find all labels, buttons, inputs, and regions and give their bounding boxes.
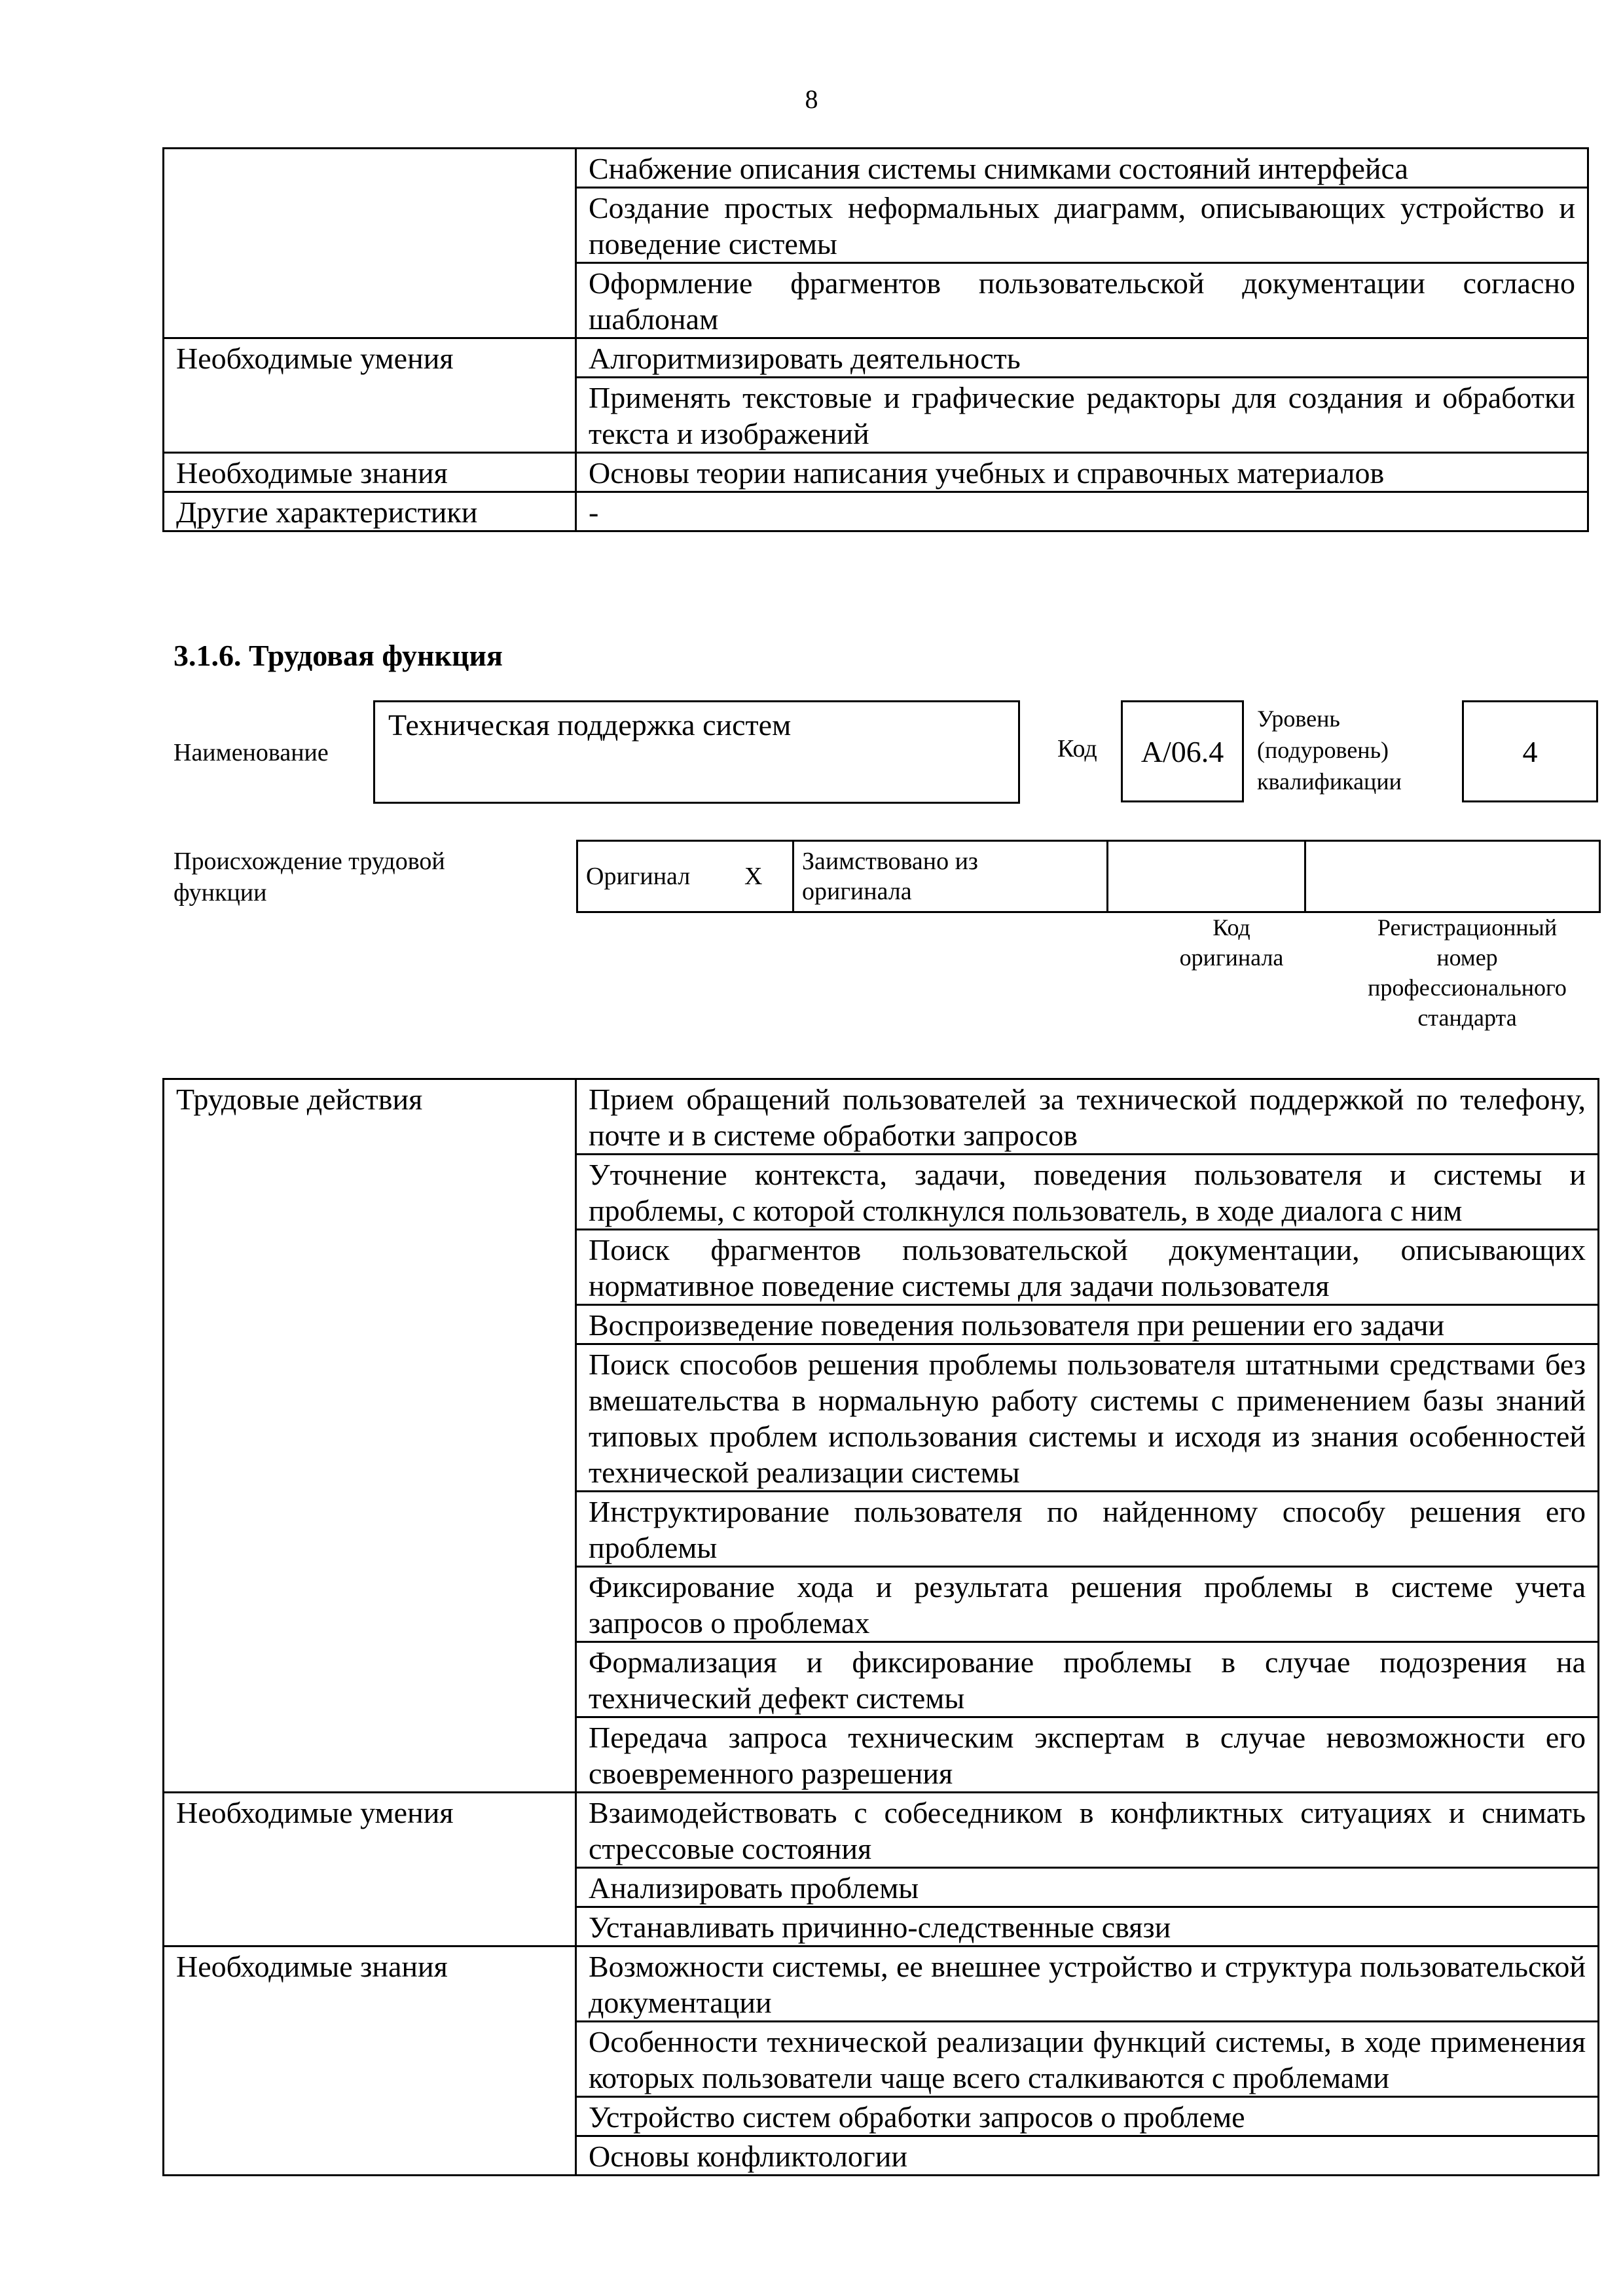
code-label: Код	[1057, 735, 1097, 762]
row-item: -	[576, 492, 1588, 531]
row-label: Трудовые действия	[164, 1079, 576, 1793]
table-row	[164, 453, 1588, 492]
section-title: 3.1.6. Трудовая функция	[173, 639, 503, 672]
row-item: Основы конфликтологии	[576, 2136, 1599, 2176]
origin-borrowed-cell	[793, 841, 1108, 912]
row-label: Другие характеристики	[164, 492, 576, 531]
reg-number-caption	[1336, 912, 1599, 1033]
table-row	[164, 338, 1588, 378]
row-item: Инструктирование пользователя по найденному способу решения его проблемы	[576, 1492, 1599, 1567]
origin-code-caption	[1139, 912, 1324, 973]
row-label: Необходимые знания	[164, 453, 576, 492]
row-label	[164, 149, 576, 338]
row-item: Возможности системы, ее внешнее устройство и структура пользовательской документации	[576, 1946, 1599, 2022]
level-label-line: квалификации	[1257, 768, 1402, 795]
origin-borrowed-line: оригинала	[802, 878, 912, 905]
origin-mark-cell: X	[715, 841, 793, 912]
row-item: Фиксирование хода и результата решения проблемы в системе учета запросов о проблемах	[576, 1567, 1599, 1642]
name-label: Наименование	[173, 739, 329, 766]
row-label: Необходимые умения	[164, 1793, 576, 1946]
origin-code-cell	[1108, 841, 1305, 912]
row-item: Формализация и фиксирование проблемы в случае подозрения на технический дефект системы	[576, 1642, 1599, 1717]
row-label: Необходимые знания	[164, 1946, 576, 2176]
row-item: Взаимодействовать с собеседником в конфликтных ситуациях и снимать стрессовые состояния	[576, 1793, 1599, 1868]
row-item: Применять текстовые и графические редакторы для создания и обработки текста и изображений	[576, 378, 1588, 453]
table-row	[164, 492, 1588, 531]
row-label: Необходимые умения	[164, 338, 576, 453]
caption-line: Регистрационный	[1377, 914, 1558, 941]
function-name-box: Техническая поддержка систем	[373, 700, 1020, 804]
level-value-box: 4	[1462, 700, 1598, 802]
table-labor-function-details	[162, 1078, 1599, 2176]
table-row	[164, 149, 1588, 188]
page-number: 8	[805, 84, 818, 114]
row-item: Алгоритмизировать деятельность	[576, 338, 1588, 378]
row-item: Поиск способов решения проблемы пользователя штатными средствами без вмешательства в нормальную работу системы с применением базы знаний типовых проблем использования системы и исходя из знания особенностей технической реализации системы	[576, 1344, 1599, 1492]
origin-borrowed-line: Заимствовано из	[802, 848, 978, 875]
level-label-line: Уровень	[1257, 706, 1340, 732]
level-label	[1257, 703, 1402, 797]
row-item: Уточнение контекста, задачи, поведения пользователя и системы и проблемы, с которой столкнулся пользователь, в ходе диалога с ним	[576, 1155, 1599, 1230]
caption-line: профессионального	[1368, 975, 1567, 1001]
caption-line: номер	[1436, 944, 1498, 971]
table-row	[164, 1793, 1599, 1868]
row-item: Основы теории написания учебных и справочных материалов	[576, 453, 1588, 492]
row-item: Снабжение описания системы снимками состояний интерфейса	[576, 149, 1588, 188]
table-row	[164, 1079, 1599, 1155]
row-item: Устанавливать причинно-следственные связи	[576, 1907, 1599, 1946]
caption-line: оригинала	[1179, 944, 1284, 971]
table-row	[577, 841, 1600, 912]
code-value-box: A/06.4	[1121, 700, 1244, 802]
row-item: Прием обращений пользователей за технической поддержкой по телефону, почте и в системе обработки запросов	[576, 1079, 1599, 1155]
row-item: Анализировать проблемы	[576, 1868, 1599, 1907]
row-item: Устройство систем обработки запросов о проблеме	[576, 2097, 1599, 2136]
origin-reg-cell	[1305, 841, 1600, 912]
row-item: Особенности технической реализации функций системы, в ходе применения которых пользователи чаще всего сталкиваются с проблемами	[576, 2022, 1599, 2097]
table-previous-function-continuation	[162, 147, 1589, 532]
row-item: Оформление фрагментов пользовательской документации согласно шаблонам	[576, 263, 1588, 338]
origin-label-line: функции	[173, 879, 267, 906]
origin-label	[173, 846, 445, 908]
row-item: Создание простых неформальных диаграмм, описывающих устройство и поведение системы	[576, 188, 1588, 263]
origin-label-line: Происхождение трудовой	[173, 848, 445, 875]
table-row	[164, 1946, 1599, 2022]
row-item: Поиск фрагментов пользовательской документации, описывающих нормативное поведение системы для задачи пользователя	[576, 1230, 1599, 1305]
caption-line: Код	[1213, 914, 1250, 941]
origin-table	[576, 840, 1599, 913]
row-item: Передача запроса техническим экспертам в случае невозможности его своевременного разрешения	[576, 1717, 1599, 1793]
level-label-line: (подуровень)	[1257, 737, 1389, 763]
origin-original-cell: Оригинал	[577, 841, 715, 912]
caption-line: стандарта	[1417, 1005, 1517, 1031]
row-item: Воспроизведение поведения пользователя при решении его задачи	[576, 1305, 1599, 1344]
